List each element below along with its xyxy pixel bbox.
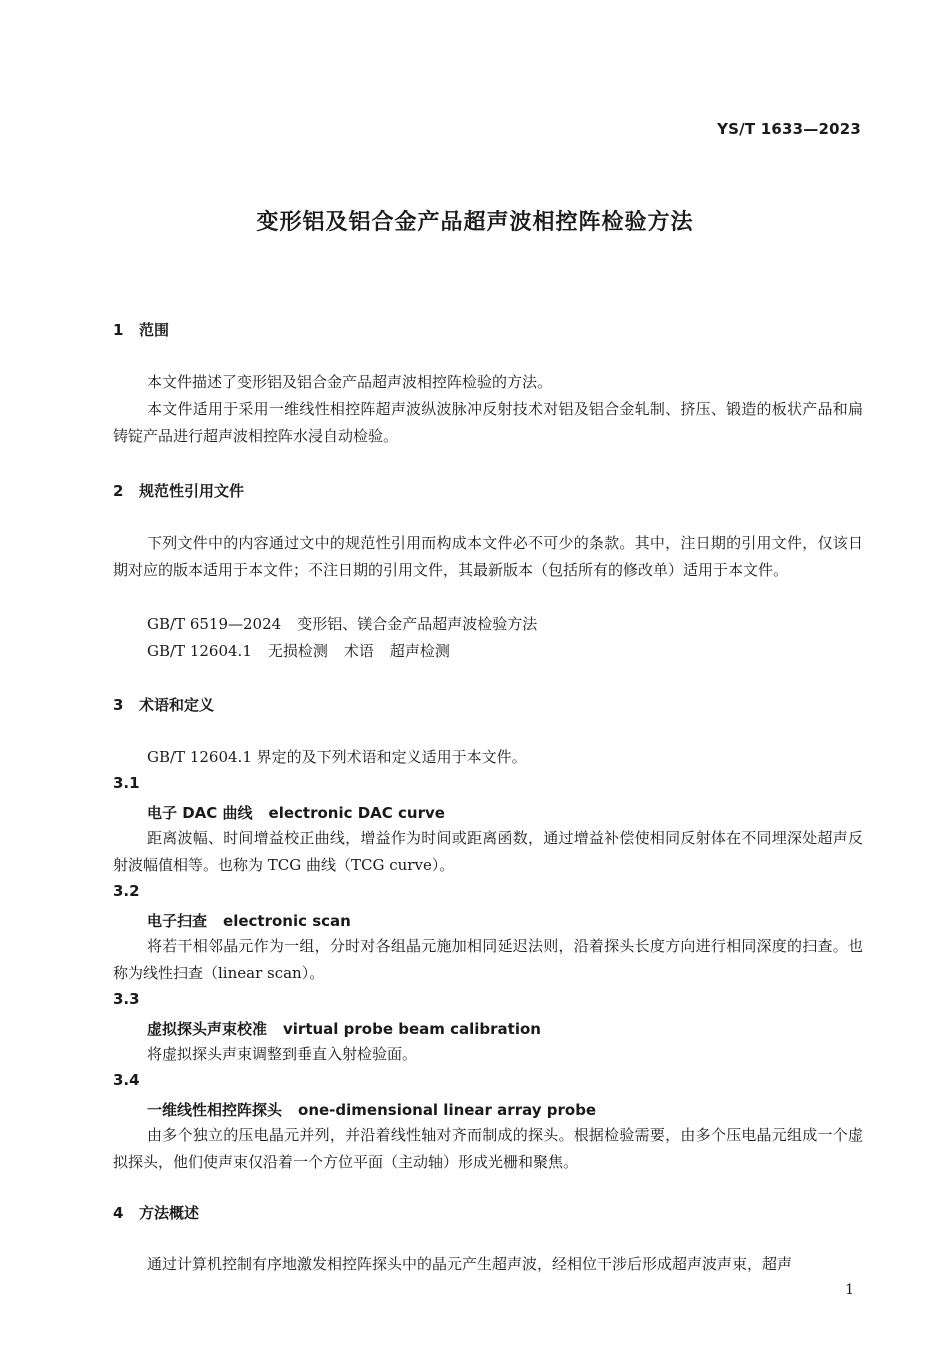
normative-reference-2 (147, 638, 450, 665)
section-title: 范围 (139, 321, 170, 339)
section-4-heading (113, 1202, 199, 1223)
section-title: 规范性引用文件 (139, 482, 245, 500)
term-english: electronic DAC curve (268, 804, 445, 822)
section-1-paragraph-2: 本文件适用于采用一维线性相控阵超声波纵波脉冲反射技术对铝及铝合金轧制、挤压、锻造的板状产品和扁铸锭产品进行超声波相控阵水浸自动检验。 (113, 400, 863, 445)
section-4-paragraph-1: 通过计算机控制有序地激发相控阵探头中的晶元产生超声波，经相位干涉后形成超声波声束，超声 (147, 1255, 793, 1273)
page-number: 1 (845, 1282, 854, 1298)
section-number: 4 (113, 1204, 124, 1222)
reference-title-part-2: 术语 (343, 642, 374, 660)
term-3-4-number: 3.4 (113, 1071, 140, 1089)
term-chinese: 虚拟探头声束校准 (147, 1020, 268, 1038)
reference-code: GB/T 12604.1 (147, 642, 252, 660)
term-3-1-number: 3.1 (113, 774, 140, 792)
standard-code: YS/T 1633—2023 (717, 120, 861, 138)
section-3-paragraph-1: GB/T 12604.1 界定的及下列术语和定义适用于本文件。 (147, 748, 527, 766)
section-number: 1 (113, 321, 124, 339)
reference-code: GB/T 6519—2024 (147, 615, 282, 633)
section-2-heading (113, 480, 244, 501)
term-3-1-definition: 距离波幅、时间增益校正曲线，增益作为时间或距离函数，通过增益补偿使相同反射体在不同埋深处超声反射波幅值相等。也称为 TCG 曲线（TCG curve）。 (113, 829, 863, 874)
reference-title: 变形铝、镁合金产品超声波检验方法 (297, 615, 538, 633)
term-3-3-number: 3.3 (113, 990, 140, 1008)
term-3-4-definition: 由多个独立的压电晶元并列，并沿着线性轴对齐而制成的探头。根据检验需要，由多个压电晶元组成一个虚拟探头，他们使声束仅沿着一个方位平面（主动轴）形成光栅和聚焦。 (113, 1126, 863, 1171)
reference-title-part-3: 超声检测 (389, 642, 450, 660)
term-3-2-title (147, 910, 351, 931)
term-chinese: 一维线性相控阵探头 (147, 1101, 283, 1119)
term-3-3-definition: 将虚拟探头声束调整到垂直入射检验面。 (147, 1045, 418, 1063)
section-3-heading (113, 694, 214, 715)
term-3-3-title (147, 1018, 541, 1039)
section-2-paragraph-1: 下列文件中的内容通过文中的规范性引用而构成本文件必不可少的条款。其中，注日期的引用文件，仅该日期对应的版本适用于本文件；不注日期的引用文件，其最新版本（包括所有的修改单）适用于本文件。 (113, 534, 863, 579)
term-english: one-dimensional linear array probe (298, 1101, 597, 1119)
section-title: 术语和定义 (139, 696, 215, 714)
normative-reference-1 (147, 611, 537, 638)
section-number: 3 (113, 696, 124, 714)
term-english: electronic scan (223, 912, 351, 930)
term-3-1-title (147, 802, 445, 823)
term-english: virtual probe beam calibration (283, 1020, 541, 1038)
section-title: 方法概述 (139, 1204, 200, 1222)
term-3-2-number: 3.2 (113, 882, 140, 900)
section-number: 2 (113, 482, 124, 500)
document-title: 变形铝及铝合金产品超声波相控阵检验方法 (256, 210, 694, 235)
section-1-heading (113, 319, 169, 340)
term-chinese: 电子 DAC 曲线 (147, 804, 253, 822)
section-1-paragraph-1: 本文件描述了变形铝及铝合金产品超声波相控阵检验的方法。 (147, 373, 553, 391)
term-3-2-definition: 将若干相邻晶元作为一组，分时对各组晶元施加相同延迟法则，沿着探头长度方向进行相同深度的扫查。也称为线性扫查（linear scan）。 (113, 937, 863, 982)
term-chinese: 电子扫查 (147, 912, 208, 930)
term-3-4-title (147, 1099, 596, 1120)
reference-title: 无损检测 (267, 642, 328, 660)
